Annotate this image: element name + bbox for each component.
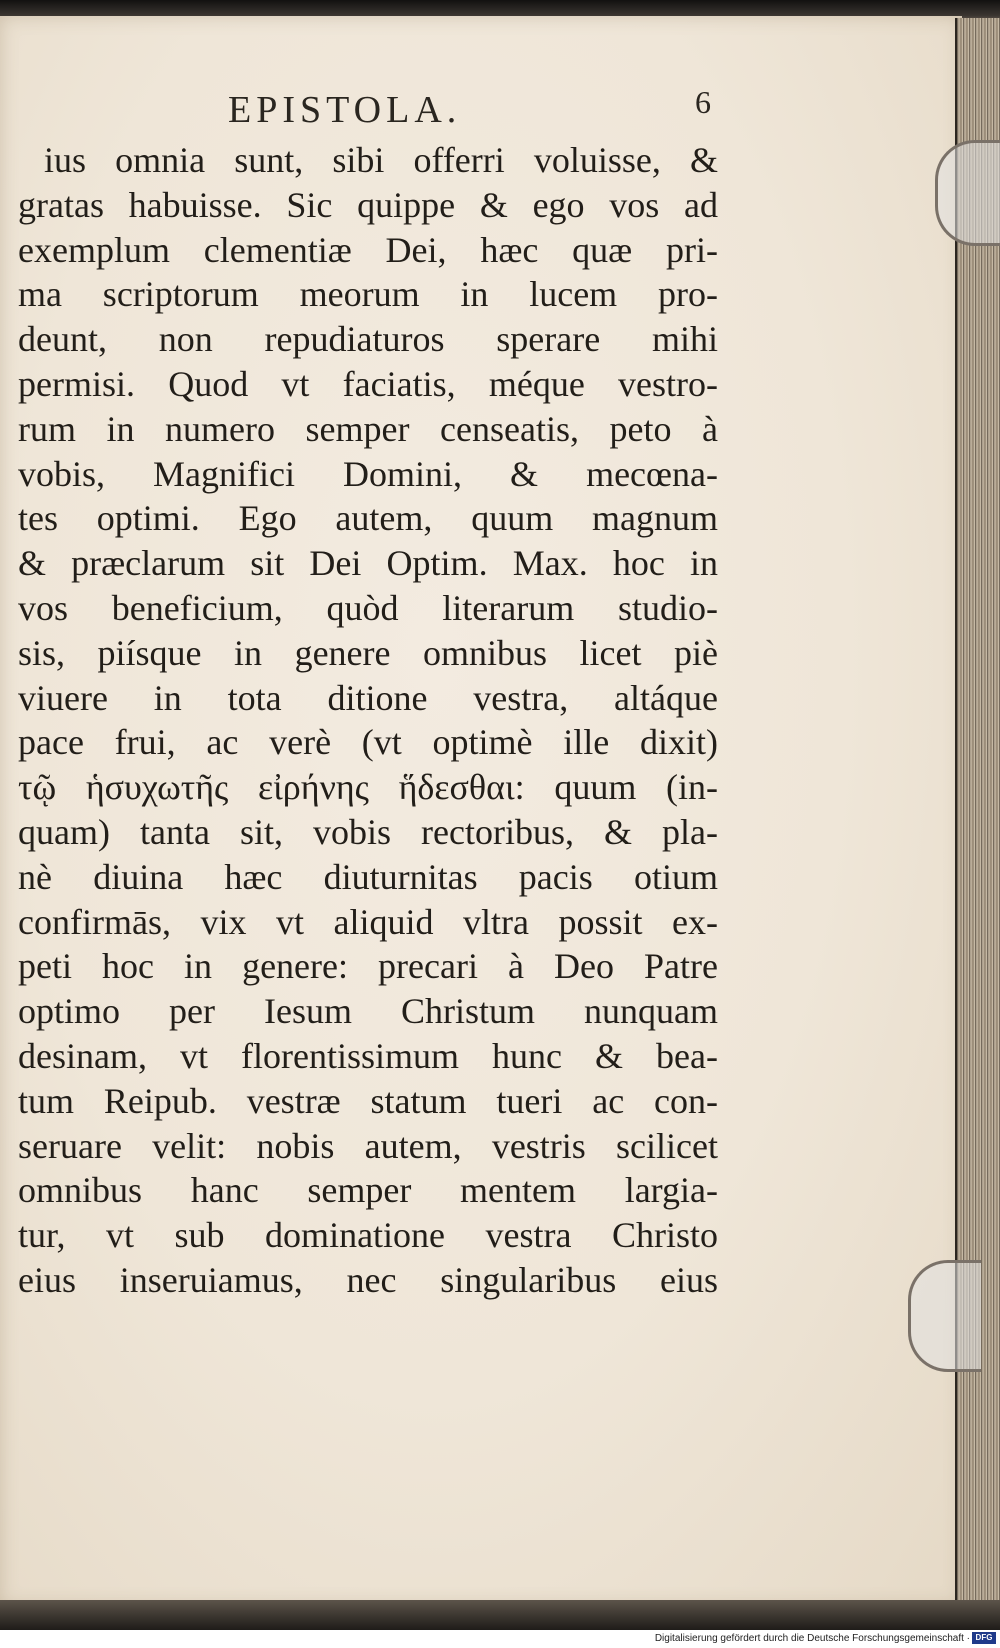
text-line: omnibus hanc semper mentem largia- — [18, 1170, 718, 1211]
text-line: deunt, non repudiaturos sperare mihi — [18, 319, 718, 360]
page-clip-top — [935, 140, 1000, 246]
text-line: vobis, Magnifici Domini, & mecœna- — [18, 453, 718, 494]
text-line: permisi. Quod vt faciatis, méque vestro- — [18, 363, 718, 404]
text-line: & præclarum sit Dei Optim. Max. hoc in — [18, 543, 718, 584]
text-line: tes optimi. Ego autem, quum magnum — [18, 498, 718, 539]
text-line: sis, piísque in genere omnibus licet piè — [18, 632, 718, 673]
text-line: peti hoc in genere: precari à Deo Patre — [18, 946, 718, 987]
greek-text-line: τῷ ἡσυχωτῆς εἰρήνης ἥδεσθαι: quum (in- — [18, 767, 718, 808]
text-line: optimo per Iesum Christum nunquam — [18, 991, 718, 1032]
text-line: exemplum clementiæ Dei, hæc quæ pri- — [18, 229, 718, 270]
text-line: ius omnia sunt, sibi offerri voluisse, & — [44, 140, 718, 180]
text-line: confirmās, vix vt aliquid vltra possit ex- — [18, 901, 718, 942]
running-title: EPISTOLA. — [228, 89, 462, 131]
text-line: ma scriptorum meorum in lucem pro- — [18, 274, 718, 315]
page-clip-bottom — [908, 1260, 981, 1372]
text-line: pace frui, ac verè (vt optimè ille dixit) — [18, 722, 718, 763]
text-line: tum Reipub. vestræ statum tueri ac con- — [18, 1080, 718, 1121]
text-line: viuere in tota ditione vestra, altáque — [18, 677, 718, 718]
page-number: 6 — [695, 84, 711, 120]
body-text — [18, 138, 718, 1303]
text-line: tur, vt sub dominatione vestra Christo — [18, 1215, 718, 1256]
text-line: desinam, vt florentissimum hunc & bea- — [18, 1035, 718, 1076]
text-line: quam) tanta sit, vobis rectoribus, & pla- — [18, 811, 718, 852]
text-line: seruare velit: nobis autem, vestris scilicet — [18, 1125, 718, 1166]
text-line: gratas habuisse. Sic quippe & ego vos ad — [18, 184, 718, 225]
text-line: nè diuina hæc diuturnitas pacis otium — [18, 856, 718, 897]
dfg-logo: DFG — [972, 1632, 996, 1644]
funding-credit: Digitalisierung gefördert durch die Deutsche Forschungsgemeinschaft · — [654, 1633, 970, 1644]
text-line: vos beneficium, quòd literarum studio- — [18, 587, 718, 628]
text-line: rum in numero semper censeatis, peto à — [18, 408, 718, 449]
text-line: eius inseruiamus, nec singularibus eius — [18, 1259, 718, 1300]
book-bottom-edge — [0, 1600, 1000, 1630]
